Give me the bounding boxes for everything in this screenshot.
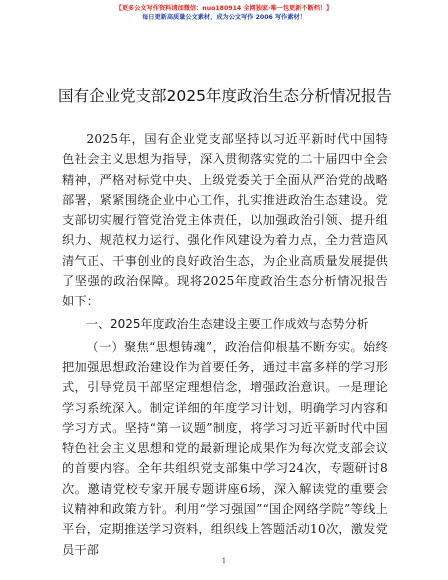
intro-paragraph: 2025年，国有企业党支部坚持以习近平新时代中国特色社会主义思想为指导，深入贯彻落实党的二十届四中全会精神，严格对标党中央、上级党委关于全面从严治党的战略部署，紧紧围绕企业中心工作，扎实推进政治生态建设。党支部切实履行管党治党主体责任，以加强政治引领、提升组织力、规范权力运行、强化作风建设为着力点，全力营造风清气正、干事创业的良好政治生态，为企业高质量发展提供了坚强的政治保障。现将2025年度政治生态分析情况报告如下： [62, 132, 388, 309]
promo-banner [0, 4, 448, 22]
section-1-paragraph: （一）聚焦“思想铸魂”，政治信仰根基不断夯实。始终把加强思想政治建设作为首要任务，通过丰富多样的学习形式，引导党员干部坚定理想信念，增强政治意识。一是理论学习系统深入。制定详细的年度学习计划，明确学习内容和学习方式。坚持“第一议题”制度，将学习习近平新时代中国特色社会主义思想和党的最新理论成果作为每次党支部会议的首要内容。全年共组织党支部集中学习24次，专题研讨8次。邀请党校专家开展专题讲座6场，深入解读党的重要会议精神和政策方针。利用“学习强国”“国企网络学院”等线上平台，定期推送学习资料，组织线上答题活动10次，激发党员干部 [62, 339, 388, 557]
section-1-heading: 一、2025年度政治生态建设主要工作成效与态势分析 [86, 316, 369, 331]
promo-banner-line-1: 【更多公文写作资料请加微信：nuo180914 全网独家·唯一包更新不断档！】 [115, 5, 333, 12]
page-number: 1 [221, 557, 227, 565]
document-title: 国有企业党支部2025年度政治生态分析情况报告 [58, 87, 392, 105]
document-body [62, 129, 388, 560]
promo-banner-line-2: 每日更新高质量公文素材，成为公文写作 2006 写作素材！ [142, 14, 306, 21]
